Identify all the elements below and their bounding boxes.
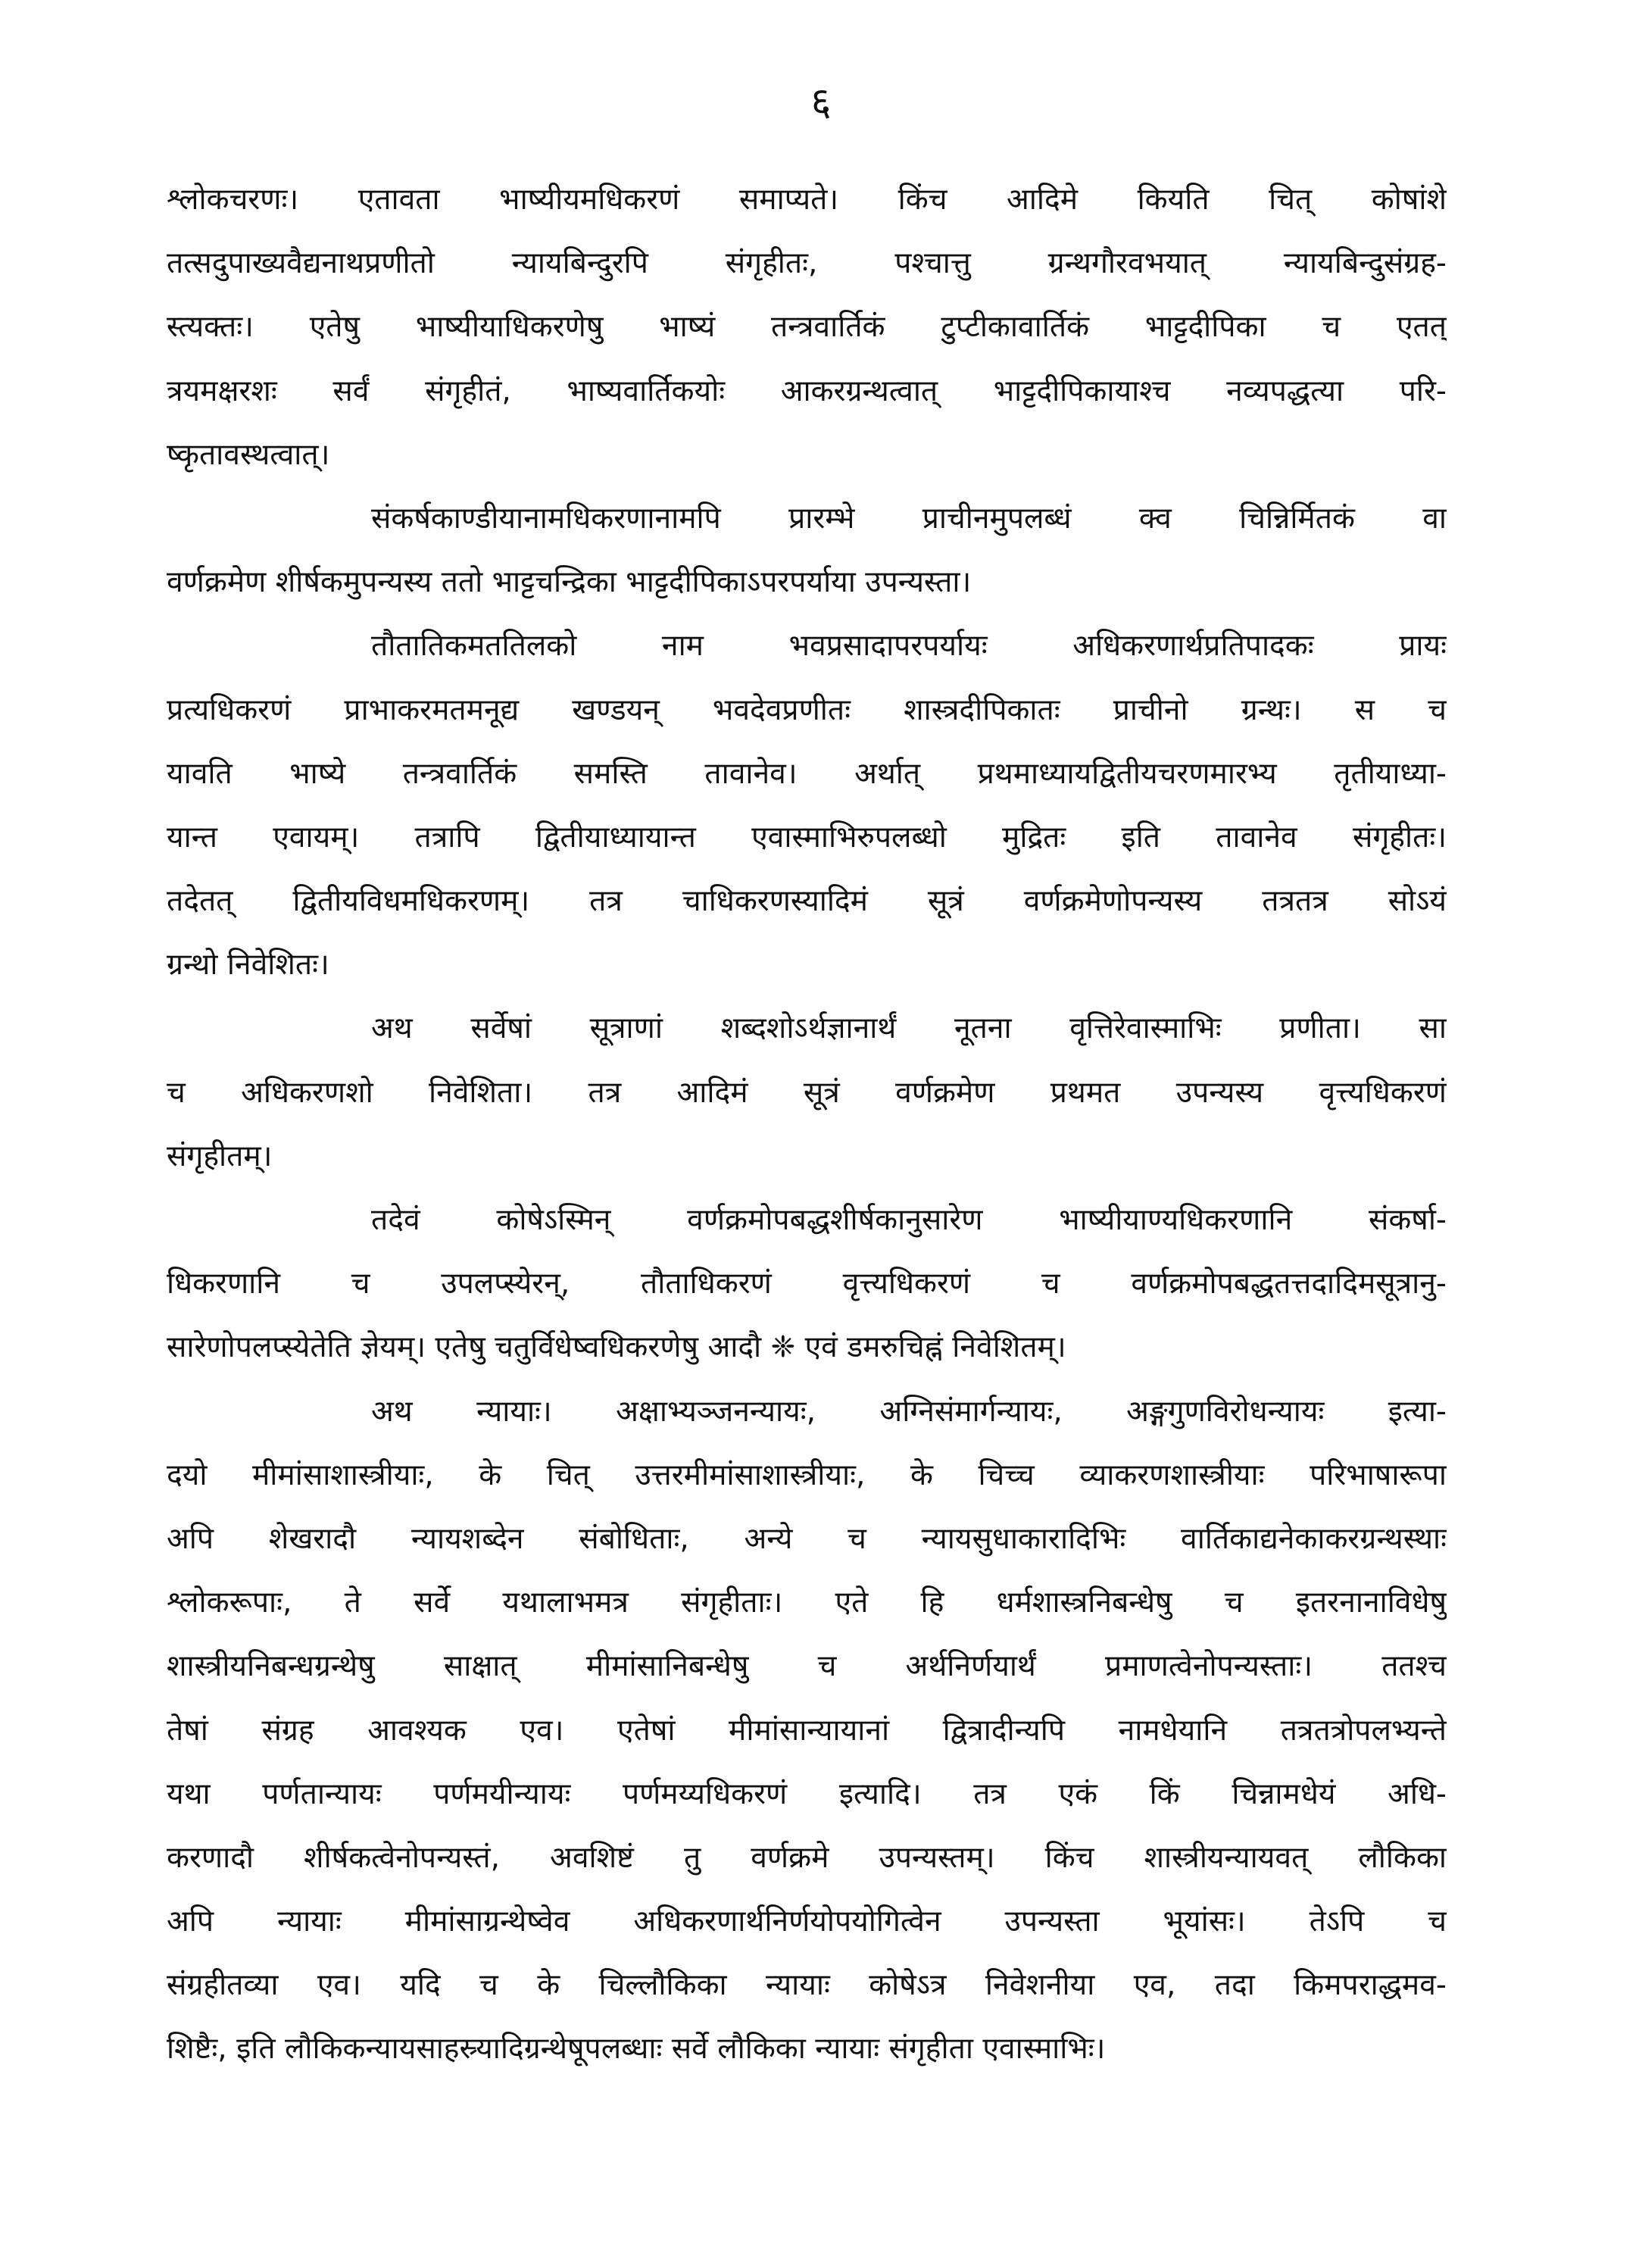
text-line: तौतातिकमततिलको नाम भवप्रसादापरपर्यायः अधिकरणार्थप्रतिपादकः प्रायः [371,629,1447,664]
text-line: तत्सदुपाख्यवैद्यनाथप्रणीतो न्यायबिन्दुरपि संगृहीतः, पश्चात्तु ग्रन्थगौरवभयात् न्यायबिन्दुसंग्रह- [167,246,1447,281]
text-line: श्लोकचरणः। एतावता भाष्यीयमधिकरणं समाप्यते। किंच आदिमे कियति चित् कोषांशे [167,183,1447,217]
text-line: संकर्षकाण्डीयानामधिकरणानामपि प्रारम्भे प्राचीनमुपलब्धं क्व चिन्निर्मितकं वा [371,501,1447,536]
text-line: संगृहीतम्। [167,1139,273,1173]
text-line: वर्णक्रमेण शीर्षकमुपन्यस्य ततो भाट्टचन्द्रिका भाट्टदीपिकाऽपरपर्याया उपन्यस्ता। [167,565,972,600]
text-line: तेषां संग्रह आवश्यक एव। एतेषां मीमांसान्यायानां द्वित्रादीन्यपि नामधेयानि तत्रतत्रोपलभ्यन्ते [167,1713,1447,1748]
text-line: श्लोकरूपाः, ते सर्वे यथालाभमत्र संगृहीताः। एते हि धर्मशास्त्रनिबन्धेषु च इतरनानाविधेषु [167,1585,1447,1620]
text-line: तदेतत् द्वितीयविधमधिकरणम्। तत्र चाधिकरणस्यादिमं सूत्रं वर्णक्रमेणोपन्यस्य तत्रतत्र सोऽयं [167,884,1447,919]
text-line: शिष्टैः, इति लौकिकन्यायसाहस्र्यादिग्रन्थेषूपलब्धाः सर्वे लौकिका न्यायाः संगृहीता एवास्माभिः। [167,2032,1106,2067]
text-line: अथ सर्वेषां सूत्राणां शब्दशोऽर्थज्ञानार्थं नूतना वृत्तिरेवास्माभिः प्रणीता। सा [371,1011,1447,1046]
text-line: करणादौ शीर्षकत्वेनोपन्यस्तं, अवशिष्टं तु वर्णक्रमे उपन्यस्तम्। किंच शास्त्रीयन्यायवत् लौकिका [167,1840,1447,1875]
text-line: धिकरणानि च उपलप्स्येरन्, तौताधिकरणं वृत्त्यधिकरणं च वर्णक्रमोपबद्धतत्तदादिमसूत्रानु- [167,1267,1447,1301]
text-line: संग्रहीतव्या एव। यदि च के चिल्लौकिका न्यायाः कोषेऽत्र निवेशनीया एव, तदा किमपराद्धमव- [167,1968,1447,2003]
text-line: च अधिकरणशो निवेशिता। तत्र आदिमं सूत्रं वर्णक्रमेण प्रथमत उपन्यस्य वृत्त्यधिकरणं [167,1075,1447,1110]
paragraph [167,1380,1447,2082]
text-line: अपि न्यायाः मीमांसाग्रन्थेष्वेव अधिकरणार्थनिर्णयोपयोगित्वेन उपन्यस्ता भूयांसः। तेऽपि च [167,1904,1447,1939]
text-line: त्रयमक्षरशः सर्वं संगृहीतं, भाष्यवार्तिकयोः आकरग्रन्थत्वात् भाट्टदीपिकायाश्च नव्यपद्धत्या परि- [167,373,1447,408]
body-text [167,168,1447,2082]
text-line: अपि शेखरादौ न्यायशब्देन संबोधिताः, अन्ये च न्यायसुधाकारादिभिः वार्तिकाद्यनेकाकरग्रन्थस्थाः [167,1521,1447,1556]
text-line: ष्कृतावस्थत्वात्। [167,437,330,472]
text-line: यान्त एवायम्। तत्रापि द्वितीयाध्यायान्त एवास्माभिरुपलब्धो मुद्रितः इति तावानेव संगृहीतः। [167,820,1447,854]
paragraph [167,1189,1447,1380]
paragraph [167,168,1447,487]
text-line: यावति भाष्ये तन्त्रवार्तिकं समस्ति तावानेव। अर्थात् प्रथमाध्यायद्वितीयचरणमारभ्य तृतीयाध्या- [167,756,1447,791]
text-line: यथा पर्णतान्यायः पर्णमयीन्यायः पर्णमय्यधिकरणं इत्यादि। तत्र एकं किं चिन्नामधेयं अधि- [167,1776,1447,1811]
text-line: तदेवं कोषेऽस्मिन् वर्णक्रमोपबद्धशीर्षकानुसारेण भाष्यीयाण्यधिकरणानि संकर्षा- [371,1203,1447,1237]
text-line: अथ न्यायाः। अक्षाभ्यञ्जनन्यायः, अग्निसंमार्गन्यायः, अङ्गगुणविरोधन्यायः इत्या- [371,1394,1447,1429]
text-line: प्रत्यधिकरणं प्राभाकरमतमनूद्य खण्डयन् भवदेवप्रणीतः शास्त्रदीपिकातः प्राचीनो ग्रन्थः। स च [167,692,1447,727]
paragraph [167,997,1447,1189]
text-line: सारेणोपलप्स्येतेति ज्ञेयम्। एतेषु चतुर्विधेष्वधिकरणेषु आदौ ❈ एवं डमरुचिह्नं निवेशितम्। [167,1330,1066,1365]
text-line: दयो मीमांसाशास्त्रीयाः, के चित् उत्तरमीमांसाशास्त्रीयाः, के चिच्च व्याकरणशास्त्रीयाः परिभाषारूपा [167,1457,1447,1492]
page-number: ६ [810,80,832,125]
text-line: शास्त्रीयनिबन्धग्रन्थेषु साक्षात् मीमांसानिबन्धेषु च अर्थनिर्णयार्थं प्रमाणत्वेनोपन्यस्ताः। ततश्च [167,1649,1447,1684]
paragraph [167,614,1447,997]
text-line: ग्रन्थो निवेशितः। [167,948,329,982]
paragraph [167,487,1447,614]
text-line: स्त्यक्तः। एतेषु भाष्यीयाधिकरणेषु भाष्यं तन्त्रवार्तिकं टुप्टीकावार्तिकं भाट्टदीपिका च एतत् [167,310,1447,345]
